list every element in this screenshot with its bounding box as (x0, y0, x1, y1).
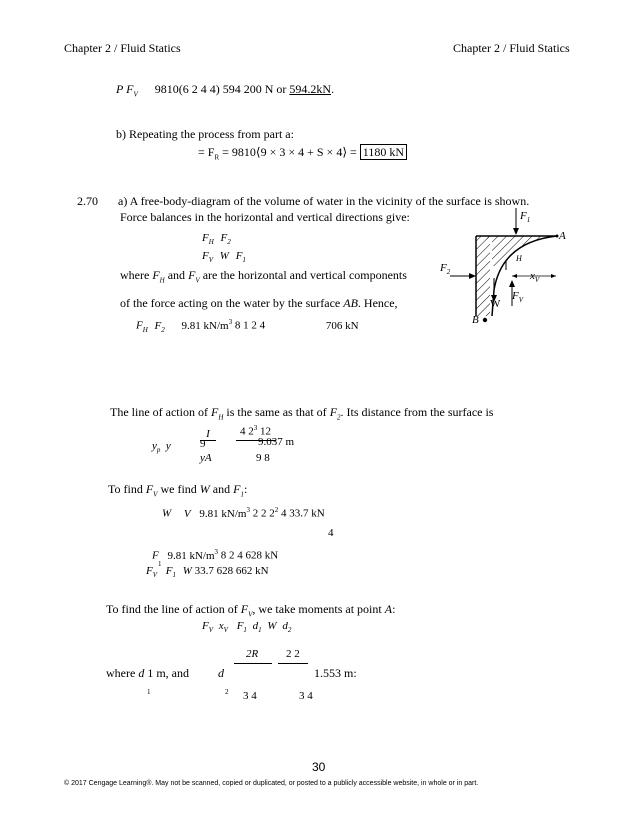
yp-frac1-num2: 9 (200, 438, 206, 450)
d1-subscript: 1 (147, 688, 151, 696)
where-d-line: where d 1 m, and (106, 666, 189, 680)
label-fv: $F_V$ (512, 290, 524, 305)
part-b-equation: = $F_R$ = 9810⟨9 × 3 × 4 + S × 4⟩ = 1180 kN (198, 145, 407, 161)
d2-frac2-bar (278, 663, 308, 664)
find-fv-line: To find $F_V$ we find W and $F_1$: (108, 482, 248, 499)
part-b-answer: 1180 kN (360, 144, 407, 160)
copyright-footer: © 2017 Cengage Learning®. May not be scanned, copied or duplicated, or posted to a publicly accessible website, in whole or in part. (64, 780, 479, 787)
free-body-diagram-svg (432, 200, 572, 330)
running-header-right: Chapter 2 / Fluid Statics (453, 41, 570, 55)
d2-frac2-den: 3 4 (299, 690, 313, 702)
w-eq-denominator: 4 (328, 527, 334, 539)
label-a: A (559, 230, 566, 242)
part-a-result: P $F_V$ 9810(6 2 4 4) 594 200 N or 594.2kN. (116, 82, 335, 99)
d2-frac1-num: 2R (246, 648, 259, 660)
running-header-left: Chapter 2 / Fluid Statics (64, 41, 181, 55)
label-h: H (516, 254, 522, 263)
moments-line: To find the line of action of $F_V$, we take moments at point A: (106, 602, 396, 619)
balance-vertical: $F_V$ W $F_1$ (202, 250, 246, 265)
problem-number: 2.70 (77, 194, 98, 208)
f1-equation: F 9.81 $kN/m^3$ 8 2 4 628 kN (152, 548, 279, 562)
label-xv: $x_V$ (530, 270, 540, 285)
page-number: 30 (312, 760, 326, 774)
problem-intro-line2: Force balances in the horizontal and vertical directions give: (120, 210, 410, 224)
w-equation: W V 9.81 $kN/m^3$ 2 2 $2^2$ 4 33.7 kN (162, 506, 325, 520)
part-a-answer: 594.2kN (289, 82, 332, 96)
yp-frac1-den: yA (200, 452, 212, 464)
fh-equation: $F_H$ $F_2$ 9.81 $kN/m^3$ 8 1 2 4 706 kN (136, 318, 359, 334)
point-b-marker (483, 318, 487, 322)
line-of-action-text: The line of action of $F_H$ is the same as that of $F_2$. Its distance from the surface is (110, 405, 494, 422)
label-b: B (472, 314, 479, 326)
moment-equation: $F_V$ $x_V$ $F_1$ $d_1$ W $d_2$ (202, 620, 292, 635)
label-f1: $F_1$ (520, 210, 531, 225)
balance-horizontal: $F_H$ $F_2$ (202, 232, 231, 247)
problem-intro-line1: a) A free-body-diagram of the volume of water in the vicinity of the surface is shown. (118, 194, 530, 208)
fv-equation: $F_V$ $F_1$ W 33.7 628 662 kN (146, 565, 269, 580)
yp-frac2-den: 9 8 (256, 452, 270, 464)
d2-frac2-num: 2 2 (286, 648, 300, 660)
f1-subscript: 1 (158, 560, 162, 568)
d2-frac1-bar (234, 663, 272, 664)
label-w: W (490, 298, 501, 310)
part-b-intro: b) Repeating the process from part a: (116, 127, 294, 141)
d2-frac1-den: 3 4 (243, 690, 257, 702)
where-d2-symbol: d (218, 666, 224, 680)
yp-lhs: $y_p$ y (152, 440, 171, 455)
label-f2: $F_2$ (440, 262, 451, 277)
force-acting-line: of the force acting on the water by the surface AB. Hence, (120, 296, 398, 310)
yp-frac2-num: 4 $2^3$ 12 (240, 424, 271, 438)
yp-frac1-num: I (200, 428, 216, 441)
d2-result: 1.553 m: (314, 666, 357, 680)
hatched-strip (476, 236, 490, 316)
where-components-line: where $F_H$ and $F_V$ are the horizontal and vertical components (120, 268, 407, 285)
free-body-diagram (432, 200, 572, 330)
d2-subscript: 2 (225, 688, 229, 696)
yp-result: 9.037 m (258, 436, 295, 448)
